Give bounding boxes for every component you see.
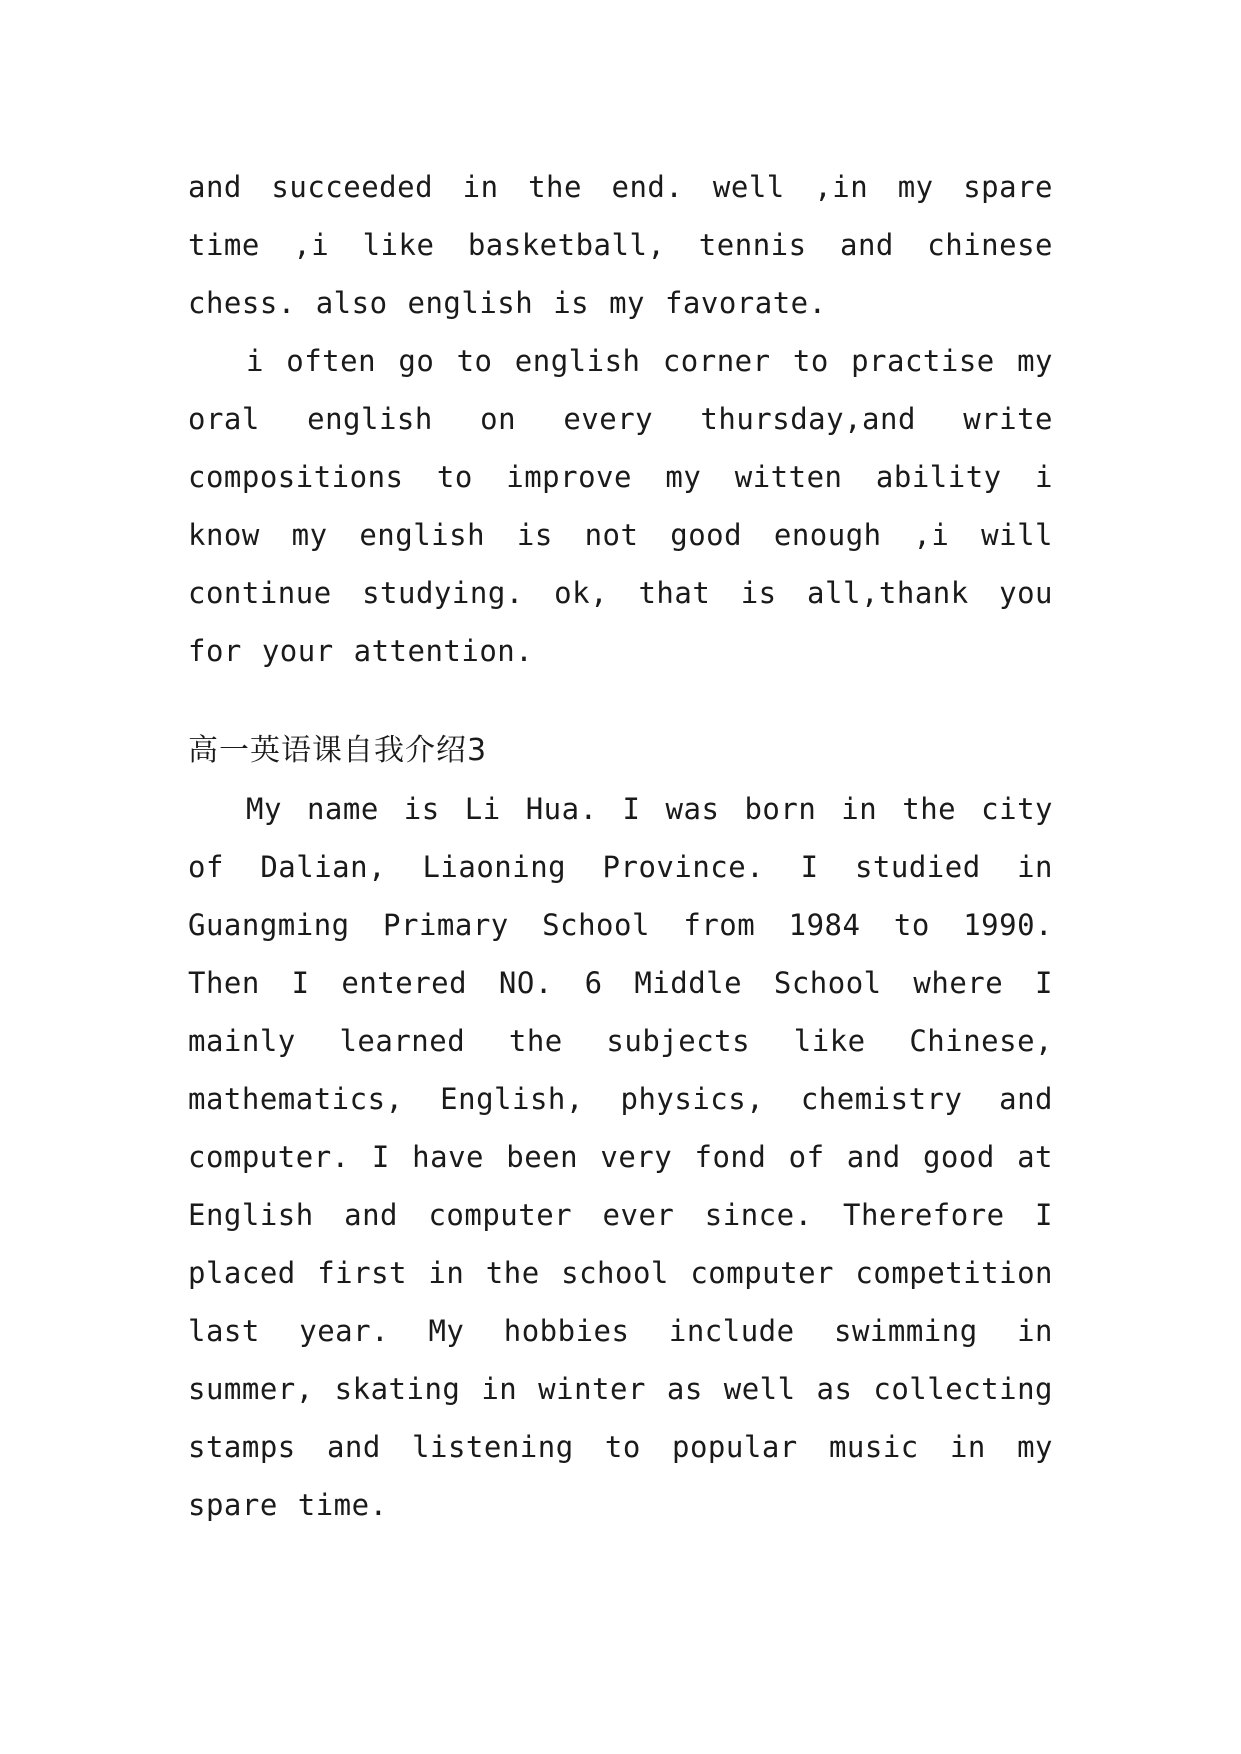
continuation-paragraph: and succeeded in the end. well ,in my spare time ,i like basketball, tennis and chinese chess. also english is my favorate. bbox=[188, 170, 1053, 320]
paragraph-english-corner: i often go to english corner to practise my oral english on every thursday,and write compositions to improve my witten ability i know my english is not good enough ,i will continue studying. ok, that is all,thank you for your attention. bbox=[188, 344, 1053, 668]
document-page bbox=[188, 158, 1053, 1534]
section-heading: 高一英语课自我介绍3 bbox=[188, 733, 488, 768]
section-paragraph: My name is Li Hua. I was born in the city of Dalian, Liaoning Province. I studied in Guangming Primary School from 1984 to 1990. Then I entered NO. 6 Middle School where I mainly learned the subjects like Chinese, mathematics, English, physics, chemistry and computer. I have been very fond of and good at English and computer ever since. Therefore I placed first in the school computer competition last year. My hobbies include swimming in summer, skating in winter as well as collecting stamps and listening to popular music in my spare time. bbox=[188, 792, 1053, 1522]
section-spacer bbox=[188, 680, 1053, 722]
